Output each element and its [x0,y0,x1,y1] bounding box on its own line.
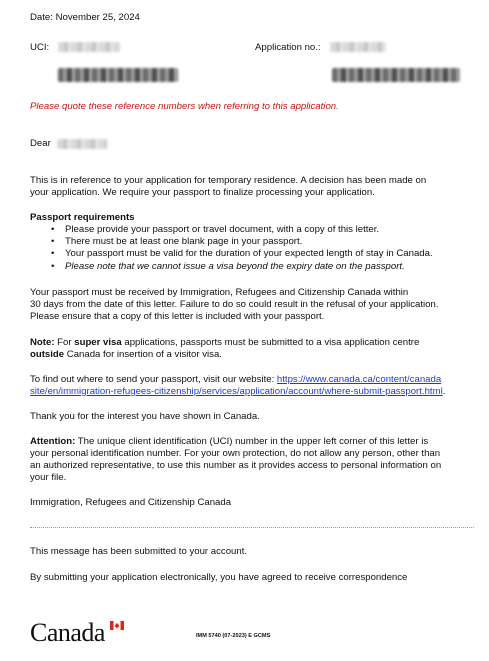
note-line-1 [30,337,419,349]
receipt-line-2: 30 days from the date of this letter. Failure to do so could result in the refusal of your application. [30,299,439,310]
signature: Immigration, Refugees and Citizenship Canada [30,497,232,508]
submitted-text: This message has been submitted to your account. [30,546,248,557]
recipient-name-redacted [57,139,107,149]
application-value-redacted [330,42,386,52]
receipt-line-1: Your passport must be received by Immigration, Refugees and Citizenship Canada within [30,287,409,298]
note-outside: outside [30,349,65,360]
attention-line-1 [30,436,428,448]
divider [30,527,474,528]
date-line [30,12,140,24]
website-suffix: . [442,386,446,397]
form-code: IMM 5740 (07-2023) E GCMS [196,633,271,639]
website-link-part-2[interactable]: site/en/immigration-refugees-citizenship/services/application/account/where-submit-passport.html [30,386,443,397]
note-line-2 [30,349,222,361]
application-label: Application no.: [255,42,321,53]
requirement-item: • Please provide your passport or travel document, with a copy of this letter. [30,224,433,236]
intro-line-2: your application. We require your passport to finalize processing your application. [30,187,375,198]
note-label: Note: [30,337,55,348]
receipt-line-3: Please ensure that a copy of this letter is included with your passport. [30,311,325,322]
website-line-2 [30,386,445,398]
website-text: To find out where to send your passport, visit our website: [30,374,277,385]
thanks-text: Thank you for the interest you have shown in Canada. [30,411,260,422]
attention-text: The unique client identification (UCI) number in the upper left corner of this letter is [75,436,429,447]
barcode-left-redacted [58,68,178,82]
attention-line-2: your personal identification number. For your own protection, do not allow any person, other than [30,448,441,459]
requirements-list [30,224,433,273]
note-text: For [54,337,75,348]
uci-value-redacted [58,42,120,52]
note-super-visa: super visa [74,337,122,348]
canada-wordmark: Canada [30,618,105,647]
note-text: Canada for insertion of a visitor visa. [64,349,222,360]
canada-flag-icon [110,621,124,630]
website-line-1 [30,374,441,386]
requirement-item: • There must be at least one blank page in your passport. [30,236,433,248]
barcode-right-redacted [332,68,460,82]
note-text: applications, passports must be submitted to a visa application centre [121,337,420,348]
attention-line-4: your file. [30,472,67,483]
uci-label: UCI: [30,42,50,53]
website-link-part-1[interactable]: https://www.canada.ca/content/canada [276,374,442,385]
date-value: November 25, 2024 [55,12,140,23]
attention-line-3: an authorized representative, to use this number as it provides access to personal information on [30,460,442,471]
reference-notice: Please quote these reference numbers when referring to this application. [30,101,339,112]
intro-line-1: This is in reference to your application for temporary residence. A decision has been made on [30,175,427,186]
requirement-item: • Please note that we cannot issue a visa beyond the expiry date on the passport. [30,261,433,273]
consent-text: By submitting your application electronically, you have agreed to receive correspondence [30,572,408,583]
requirements-title: Passport requirements [30,212,135,223]
salutation: Dear [30,138,51,149]
requirement-item: • Your passport must be valid for the duration of your expected length of stay in Canada. [30,248,433,260]
attention-label: Attention: [30,436,76,447]
date-label: Date: [30,12,53,23]
